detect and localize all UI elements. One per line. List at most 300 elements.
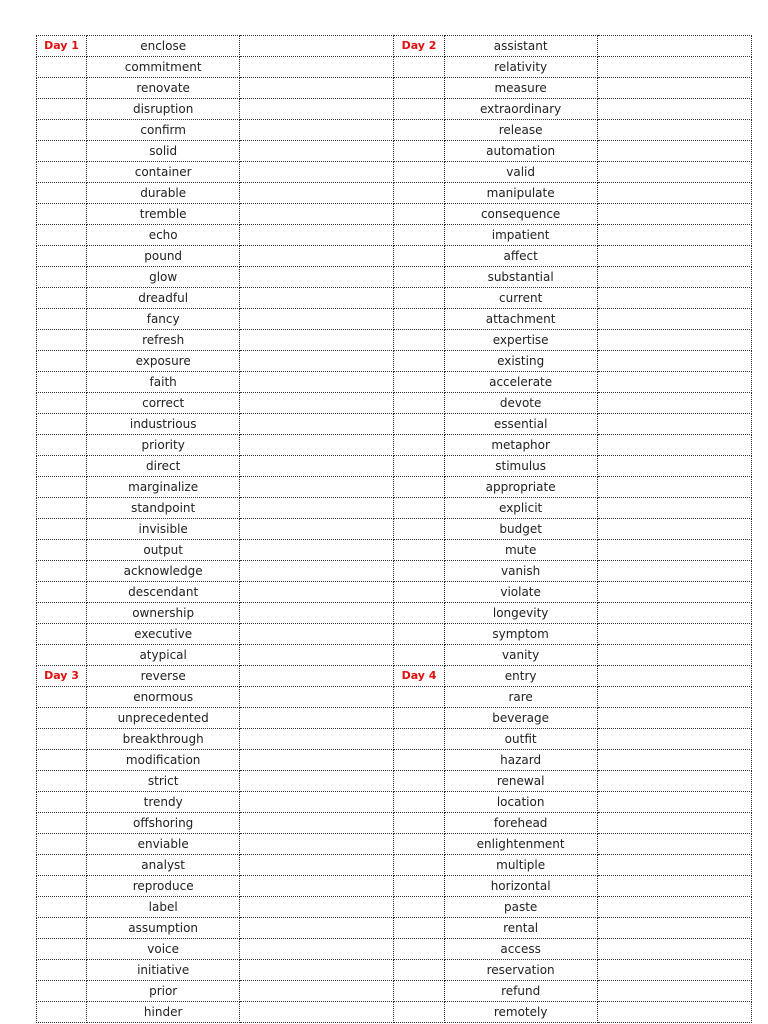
- day-cell: [37, 183, 87, 204]
- meaning-blank-cell: [240, 162, 394, 183]
- day-cell: [394, 561, 444, 582]
- vocab-word: automation: [444, 141, 597, 162]
- day-cell: [394, 267, 444, 288]
- table-row: [37, 309, 752, 330]
- day-cell: [37, 351, 87, 372]
- vocab-word: prior: [87, 981, 240, 1002]
- day-cell: [37, 435, 87, 456]
- day-cell: [37, 204, 87, 225]
- meaning-blank-cell: [240, 351, 394, 372]
- day-cell: [394, 708, 444, 729]
- vocab-word: release: [444, 120, 597, 141]
- vocab-word: paste: [444, 897, 597, 918]
- day-label: Day 3: [37, 666, 87, 687]
- day-cell: [394, 330, 444, 351]
- vocab-word: label: [87, 897, 240, 918]
- table-row: [37, 603, 752, 624]
- vocab-word: rare: [444, 687, 597, 708]
- vocab-word: reproduce: [87, 876, 240, 897]
- day-cell: [37, 414, 87, 435]
- day-cell: [394, 519, 444, 540]
- day-cell: [37, 162, 87, 183]
- vocab-word: trendy: [87, 792, 240, 813]
- meaning-blank-cell: [240, 960, 394, 981]
- meaning-blank-cell: [240, 288, 394, 309]
- meaning-blank-cell: [240, 708, 394, 729]
- meaning-blank-cell: [240, 183, 394, 204]
- vocab-word: violate: [444, 582, 597, 603]
- day-cell: [394, 372, 444, 393]
- day-cell: [394, 78, 444, 99]
- meaning-blank-cell: [240, 729, 394, 750]
- table-row: [37, 1002, 752, 1023]
- vocab-word: renewal: [444, 771, 597, 792]
- day-cell: [37, 120, 87, 141]
- meaning-blank-cell: [240, 246, 394, 267]
- meaning-blank-cell: [597, 645, 751, 666]
- table-row: [37, 162, 752, 183]
- meaning-blank-cell: [240, 813, 394, 834]
- vocab-word: assumption: [87, 918, 240, 939]
- vocab-word: metaphor: [444, 435, 597, 456]
- meaning-blank-cell: [597, 162, 751, 183]
- table-row: [37, 687, 752, 708]
- day-cell: [37, 750, 87, 771]
- meaning-blank-cell: [240, 372, 394, 393]
- vocab-word: reverse: [87, 666, 240, 687]
- day-cell: [394, 57, 444, 78]
- day-cell: [37, 897, 87, 918]
- vocab-word: extraordinary: [444, 99, 597, 120]
- vocab-word: commitment: [87, 57, 240, 78]
- day-cell: [394, 309, 444, 330]
- vocab-word: longevity: [444, 603, 597, 624]
- meaning-blank-cell: [597, 666, 751, 687]
- vocab-word: enclose: [87, 36, 240, 57]
- vocab-word: strict: [87, 771, 240, 792]
- meaning-blank-cell: [597, 855, 751, 876]
- table-row: [37, 183, 752, 204]
- meaning-blank-cell: [597, 414, 751, 435]
- meaning-blank-cell: [597, 603, 751, 624]
- vocab-word: unprecedented: [87, 708, 240, 729]
- table-row: [37, 561, 752, 582]
- day-cell: [394, 204, 444, 225]
- meaning-blank-cell: [597, 36, 751, 57]
- day-label: Day 1: [37, 36, 87, 57]
- vocab-word: relativity: [444, 57, 597, 78]
- meaning-blank-cell: [240, 393, 394, 414]
- table-row: [37, 372, 752, 393]
- meaning-blank-cell: [240, 78, 394, 99]
- vocab-word: horizontal: [444, 876, 597, 897]
- vocab-word: outfit: [444, 729, 597, 750]
- day-cell: [394, 813, 444, 834]
- meaning-blank-cell: [597, 309, 751, 330]
- vocab-word: expertise: [444, 330, 597, 351]
- day-cell: [37, 792, 87, 813]
- meaning-blank-cell: [597, 918, 751, 939]
- meaning-blank-cell: [240, 792, 394, 813]
- day-cell: [394, 477, 444, 498]
- table-row: [37, 771, 752, 792]
- day-cell: [394, 225, 444, 246]
- table-row: [37, 813, 752, 834]
- meaning-blank-cell: [240, 939, 394, 960]
- vocab-word: access: [444, 939, 597, 960]
- vocab-word: essential: [444, 414, 597, 435]
- day-cell: [394, 771, 444, 792]
- vocab-word: budget: [444, 519, 597, 540]
- day-cell: [394, 414, 444, 435]
- meaning-blank-cell: [597, 99, 751, 120]
- table-row: [37, 519, 752, 540]
- vocab-word: industrious: [87, 414, 240, 435]
- vocab-word: substantial: [444, 267, 597, 288]
- day-cell: [37, 876, 87, 897]
- table-row: [37, 435, 752, 456]
- meaning-blank-cell: [597, 393, 751, 414]
- vocab-word: entry: [444, 666, 597, 687]
- meaning-blank-cell: [597, 330, 751, 351]
- table-row: [37, 834, 752, 855]
- meaning-blank-cell: [597, 771, 751, 792]
- meaning-blank-cell: [240, 582, 394, 603]
- table-row: [37, 288, 752, 309]
- meaning-blank-cell: [240, 204, 394, 225]
- table-row: [37, 36, 752, 57]
- meaning-blank-cell: [597, 897, 751, 918]
- table-row: [37, 645, 752, 666]
- table-row: [37, 120, 752, 141]
- vocab-word: current: [444, 288, 597, 309]
- vocab-word: analyst: [87, 855, 240, 876]
- day-cell: [37, 687, 87, 708]
- vocab-word: mute: [444, 540, 597, 561]
- meaning-blank-cell: [597, 519, 751, 540]
- day-cell: [394, 540, 444, 561]
- day-cell: [37, 603, 87, 624]
- day-cell: [37, 519, 87, 540]
- meaning-blank-cell: [597, 435, 751, 456]
- table-row: [37, 918, 752, 939]
- vocab-word: container: [87, 162, 240, 183]
- day-cell: [37, 834, 87, 855]
- day-cell: [37, 624, 87, 645]
- day-cell: [394, 351, 444, 372]
- day-cell: [37, 981, 87, 1002]
- vocab-word: durable: [87, 183, 240, 204]
- day-cell: [37, 141, 87, 162]
- day-cell: [37, 57, 87, 78]
- day-cell: [394, 792, 444, 813]
- vocab-word: reservation: [444, 960, 597, 981]
- day-cell: [37, 540, 87, 561]
- day-cell: [394, 141, 444, 162]
- day-cell: [37, 498, 87, 519]
- day-cell: [37, 729, 87, 750]
- table-row: [37, 540, 752, 561]
- table-row: [37, 729, 752, 750]
- meaning-blank-cell: [240, 687, 394, 708]
- meaning-blank-cell: [240, 477, 394, 498]
- vocab-word: voice: [87, 939, 240, 960]
- meaning-blank-cell: [240, 750, 394, 771]
- meaning-blank-cell: [240, 918, 394, 939]
- table-row: [37, 351, 752, 372]
- day-cell: [37, 939, 87, 960]
- vocab-word: assistant: [444, 36, 597, 57]
- meaning-blank-cell: [240, 57, 394, 78]
- table-row: [37, 414, 752, 435]
- meaning-blank-cell: [240, 771, 394, 792]
- meaning-blank-cell: [240, 330, 394, 351]
- day-cell: [394, 876, 444, 897]
- day-cell: [37, 855, 87, 876]
- vocab-word: executive: [87, 624, 240, 645]
- vocab-word: output: [87, 540, 240, 561]
- meaning-blank-cell: [240, 141, 394, 162]
- vocab-word: modification: [87, 750, 240, 771]
- meaning-blank-cell: [240, 876, 394, 897]
- meaning-blank-cell: [597, 456, 751, 477]
- day-cell: [394, 729, 444, 750]
- day-cell: [37, 288, 87, 309]
- day-cell: [37, 561, 87, 582]
- table-row: [37, 855, 752, 876]
- table-row: [37, 708, 752, 729]
- day-cell: [37, 246, 87, 267]
- day-cell: [394, 960, 444, 981]
- vocab-word: exposure: [87, 351, 240, 372]
- meaning-blank-cell: [597, 687, 751, 708]
- vocab-word: explicit: [444, 498, 597, 519]
- vocab-word: pound: [87, 246, 240, 267]
- vocab-word: faith: [87, 372, 240, 393]
- vocab-word: rental: [444, 918, 597, 939]
- vocab-word: correct: [87, 393, 240, 414]
- vocab-word: location: [444, 792, 597, 813]
- day-cell: [394, 1002, 444, 1023]
- table-row: [37, 393, 752, 414]
- day-cell: [394, 981, 444, 1002]
- meaning-blank-cell: [240, 834, 394, 855]
- meaning-blank-cell: [240, 1002, 394, 1023]
- vocab-word: atypical: [87, 645, 240, 666]
- meaning-blank-cell: [240, 267, 394, 288]
- vocab-word: solid: [87, 141, 240, 162]
- table-row: [37, 330, 752, 351]
- vocab-word: dreadful: [87, 288, 240, 309]
- table-row: [37, 267, 752, 288]
- vocab-word: offshoring: [87, 813, 240, 834]
- day-cell: [394, 435, 444, 456]
- vocab-word: attachment: [444, 309, 597, 330]
- meaning-blank-cell: [597, 960, 751, 981]
- day-cell: [394, 750, 444, 771]
- day-cell: [394, 120, 444, 141]
- day-cell: [394, 393, 444, 414]
- table-row: [37, 792, 752, 813]
- vocabulary-table-body: [37, 36, 752, 1023]
- vocab-word: ownership: [87, 603, 240, 624]
- meaning-blank-cell: [597, 141, 751, 162]
- day-cell: [394, 855, 444, 876]
- meaning-blank-cell: [597, 267, 751, 288]
- vocab-word: accelerate: [444, 372, 597, 393]
- table-row: [37, 456, 752, 477]
- meaning-blank-cell: [597, 813, 751, 834]
- vocab-word: marginalize: [87, 477, 240, 498]
- meaning-blank-cell: [240, 519, 394, 540]
- vocab-word: measure: [444, 78, 597, 99]
- vocab-word: initiative: [87, 960, 240, 981]
- vocab-word: acknowledge: [87, 561, 240, 582]
- meaning-blank-cell: [597, 57, 751, 78]
- day-cell: [37, 960, 87, 981]
- vocab-word: refresh: [87, 330, 240, 351]
- meaning-blank-cell: [240, 120, 394, 141]
- day-cell: [394, 897, 444, 918]
- day-cell: [394, 498, 444, 519]
- table-row: [37, 960, 752, 981]
- table-row: [37, 666, 752, 687]
- meaning-blank-cell: [240, 99, 394, 120]
- table-row: [37, 141, 752, 162]
- day-cell: [37, 645, 87, 666]
- day-cell: [37, 99, 87, 120]
- day-cell: [37, 393, 87, 414]
- day-cell: [394, 582, 444, 603]
- day-cell: [394, 939, 444, 960]
- vocab-word: consequence: [444, 204, 597, 225]
- vocab-word: multiple: [444, 855, 597, 876]
- meaning-blank-cell: [597, 939, 751, 960]
- vocab-word: confirm: [87, 120, 240, 141]
- meaning-blank-cell: [240, 603, 394, 624]
- table-row: [37, 57, 752, 78]
- vocab-word: echo: [87, 225, 240, 246]
- table-row: [37, 225, 752, 246]
- meaning-blank-cell: [597, 498, 751, 519]
- day-cell: [394, 183, 444, 204]
- day-cell: [37, 225, 87, 246]
- meaning-blank-cell: [240, 498, 394, 519]
- meaning-blank-cell: [597, 351, 751, 372]
- day-cell: [37, 372, 87, 393]
- day-cell: [37, 771, 87, 792]
- meaning-blank-cell: [597, 981, 751, 1002]
- day-label: Day 2: [394, 36, 444, 57]
- vocab-word: hazard: [444, 750, 597, 771]
- meaning-blank-cell: [240, 855, 394, 876]
- meaning-blank-cell: [597, 540, 751, 561]
- meaning-blank-cell: [240, 456, 394, 477]
- meaning-blank-cell: [597, 372, 751, 393]
- day-cell: [394, 687, 444, 708]
- meaning-blank-cell: [597, 204, 751, 225]
- vocab-word: stimulus: [444, 456, 597, 477]
- day-cell: [37, 582, 87, 603]
- meaning-blank-cell: [597, 225, 751, 246]
- table-row: [37, 246, 752, 267]
- table-row: [37, 78, 752, 99]
- meaning-blank-cell: [597, 750, 751, 771]
- vocab-word: fancy: [87, 309, 240, 330]
- meaning-blank-cell: [240, 645, 394, 666]
- meaning-blank-cell: [240, 981, 394, 1002]
- vocab-word: enlightenment: [444, 834, 597, 855]
- vocab-word: hinder: [87, 1002, 240, 1023]
- table-row: [37, 477, 752, 498]
- day-cell: [394, 456, 444, 477]
- day-cell: [394, 603, 444, 624]
- day-cell: [37, 708, 87, 729]
- meaning-blank-cell: [597, 477, 751, 498]
- meaning-blank-cell: [597, 78, 751, 99]
- meaning-blank-cell: [240, 561, 394, 582]
- meaning-blank-cell: [597, 834, 751, 855]
- table-row: [37, 624, 752, 645]
- vocab-word: descendant: [87, 582, 240, 603]
- table-row: [37, 981, 752, 1002]
- vocab-word: beverage: [444, 708, 597, 729]
- day-cell: [37, 456, 87, 477]
- meaning-blank-cell: [597, 561, 751, 582]
- day-cell: [37, 477, 87, 498]
- vocab-word: glow: [87, 267, 240, 288]
- day-cell: [394, 99, 444, 120]
- vocab-word: enviable: [87, 834, 240, 855]
- day-cell: [37, 918, 87, 939]
- vocab-word: enormous: [87, 687, 240, 708]
- table-row: [37, 750, 752, 771]
- vocab-word: forehead: [444, 813, 597, 834]
- table-row: [37, 498, 752, 519]
- vocab-word: valid: [444, 162, 597, 183]
- day-cell: [394, 288, 444, 309]
- day-cell: [394, 162, 444, 183]
- meaning-blank-cell: [597, 120, 751, 141]
- day-cell: [37, 1002, 87, 1023]
- vocab-word: breakthrough: [87, 729, 240, 750]
- meaning-blank-cell: [240, 414, 394, 435]
- meaning-blank-cell: [240, 36, 394, 57]
- vocab-word: vanity: [444, 645, 597, 666]
- vocab-word: invisible: [87, 519, 240, 540]
- table-row: [37, 204, 752, 225]
- day-cell: [394, 834, 444, 855]
- meaning-blank-cell: [597, 1002, 751, 1023]
- meaning-blank-cell: [597, 288, 751, 309]
- vocab-word: remotely: [444, 1002, 597, 1023]
- day-cell: [37, 813, 87, 834]
- meaning-blank-cell: [597, 624, 751, 645]
- table-row: [37, 897, 752, 918]
- table-row: [37, 876, 752, 897]
- meaning-blank-cell: [240, 309, 394, 330]
- table-row: [37, 99, 752, 120]
- vocab-word: appropriate: [444, 477, 597, 498]
- meaning-blank-cell: [597, 708, 751, 729]
- vocab-word: symptom: [444, 624, 597, 645]
- day-cell: [394, 624, 444, 645]
- table-row: [37, 582, 752, 603]
- table-row: [37, 939, 752, 960]
- meaning-blank-cell: [597, 582, 751, 603]
- vocab-word: standpoint: [87, 498, 240, 519]
- meaning-blank-cell: [597, 246, 751, 267]
